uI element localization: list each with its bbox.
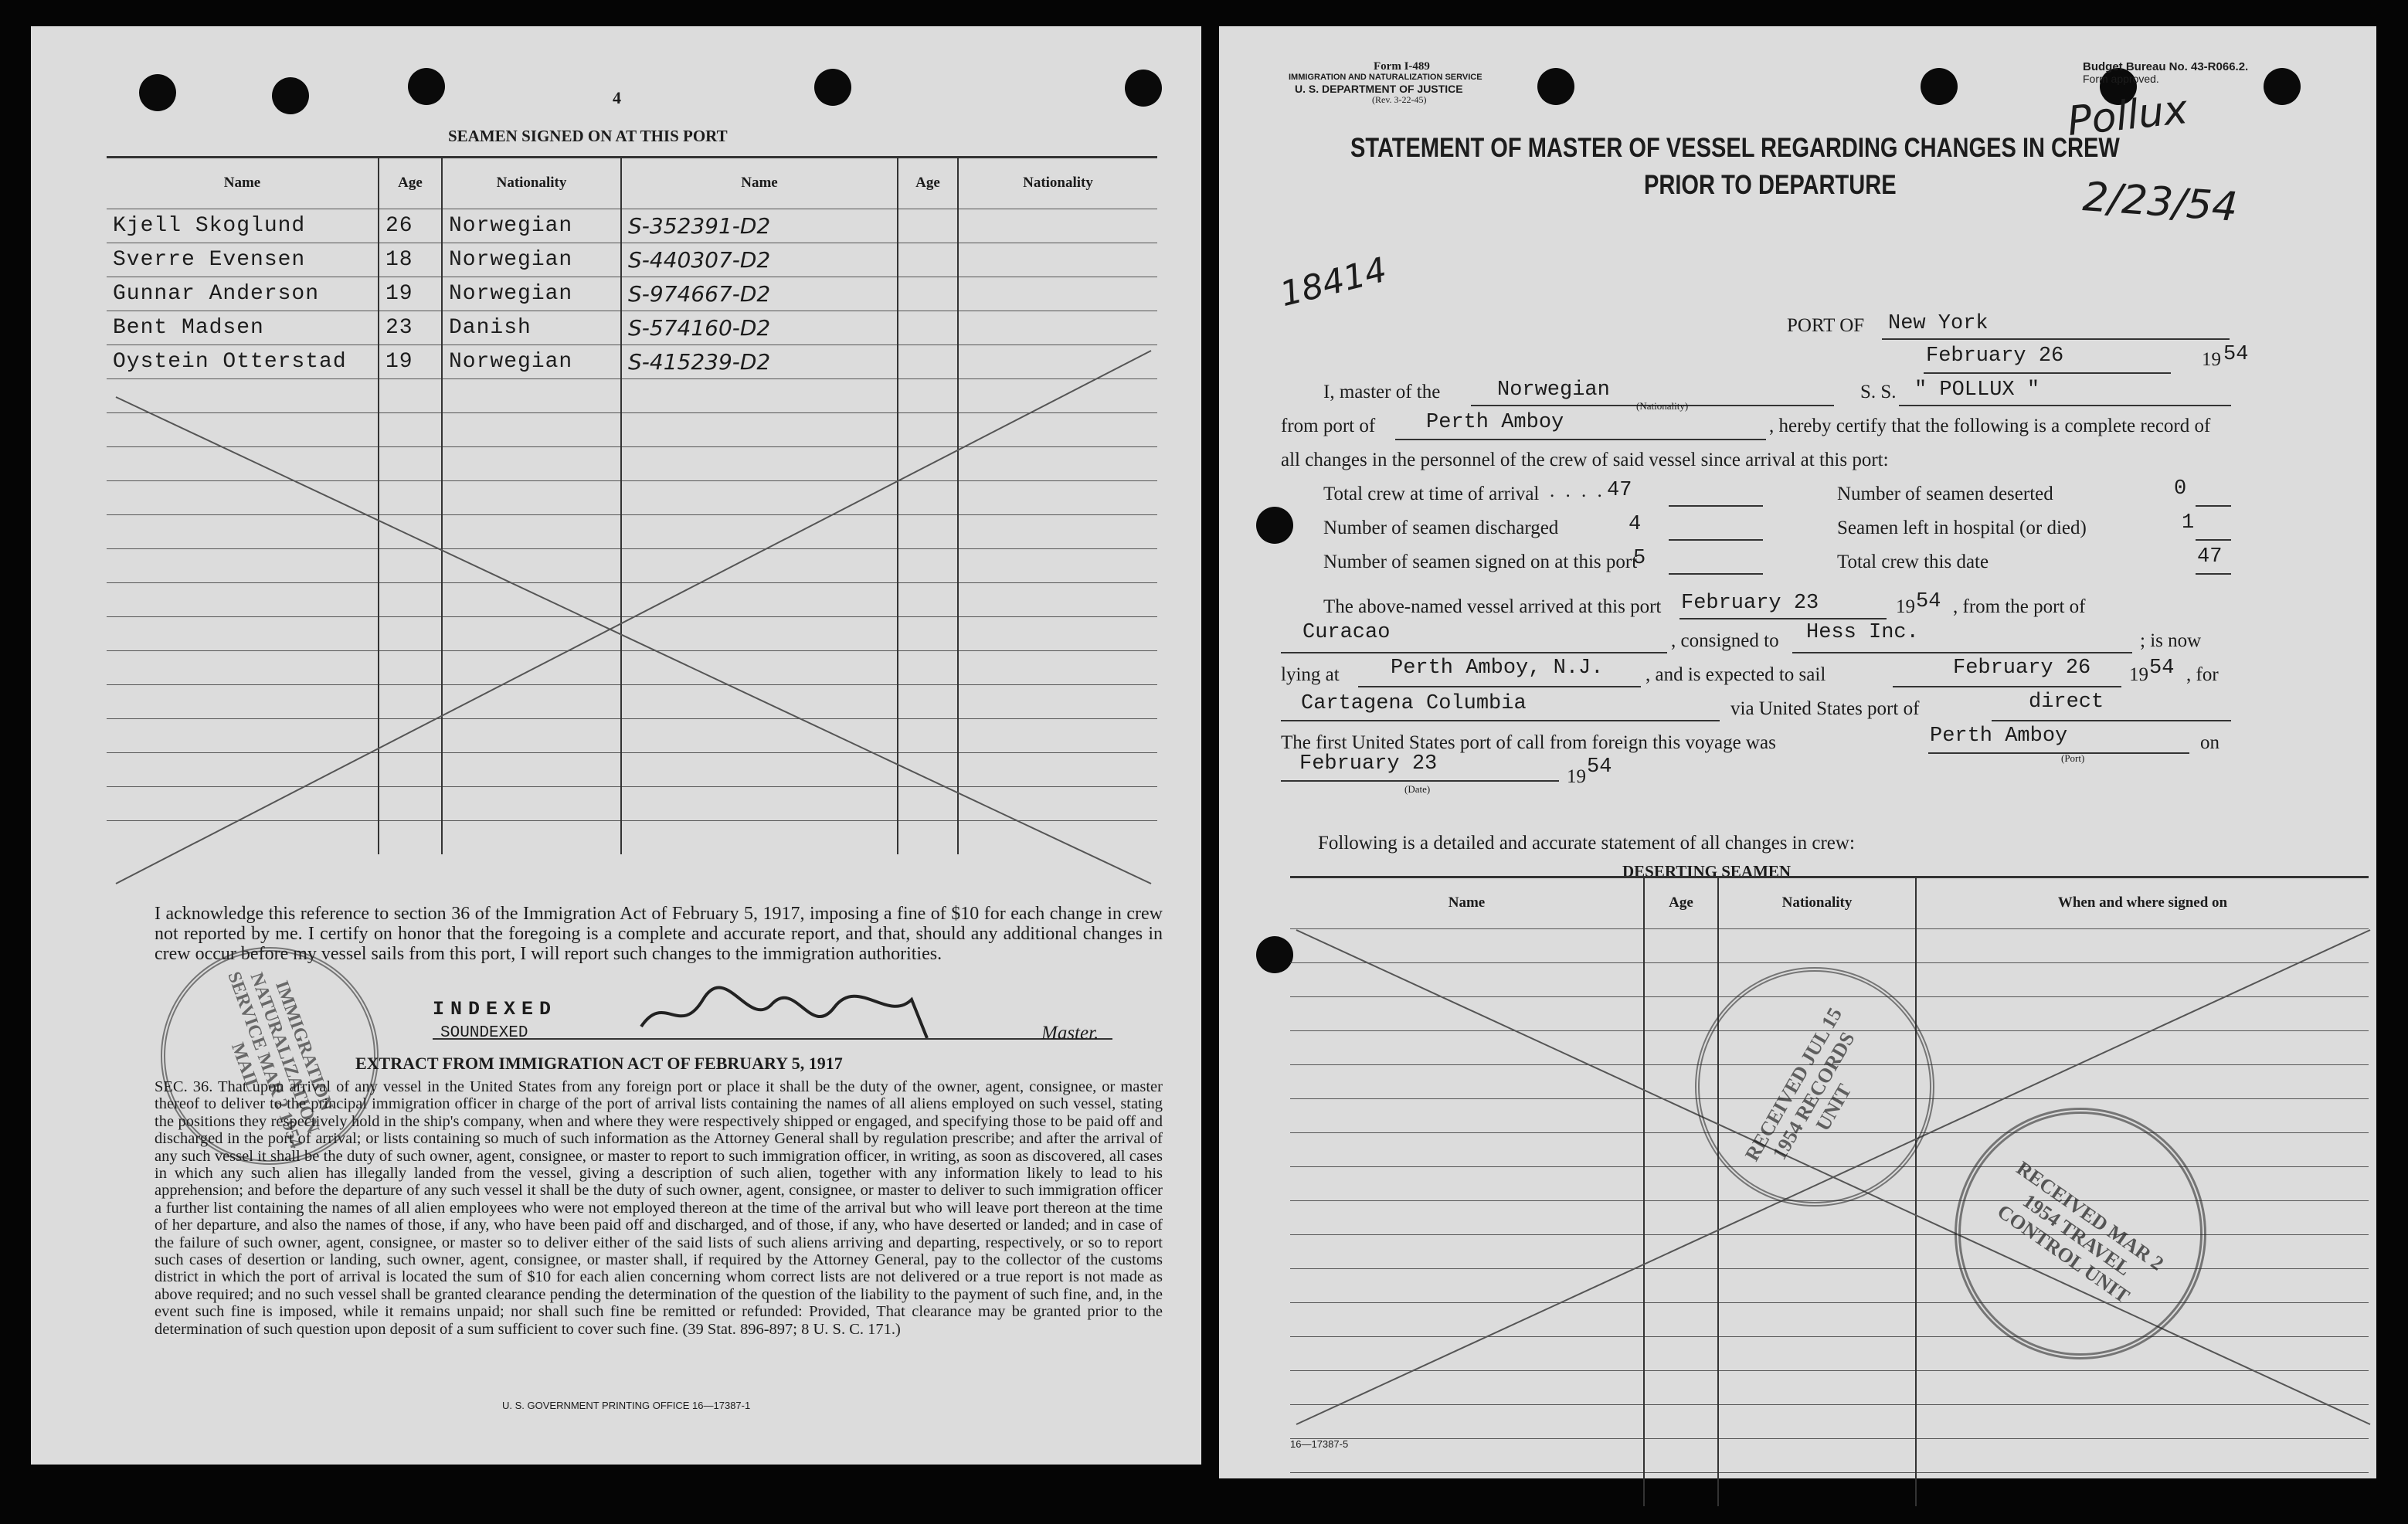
- signed-on-label: Number of seamen signed on at this port: [1323, 552, 1638, 572]
- master-signature: [633, 984, 958, 1046]
- seaman-age: 19: [379, 277, 442, 311]
- acknowledgement-text: I acknowledge this reference to section 36 of the Immigration Act of February 5, 1917, imposing a fine of $10 for each change in crew not reported by me. I certify on honor that the foregoing is a complete and accurate report, and that, should any additional changes in crew occur before my vessel sails from this port, I will report such changes to the immigration authorities.: [155, 904, 1163, 964]
- total-crew-arrival-label: Total crew at time of arrival: [1323, 484, 1540, 504]
- col-header-age: Age: [1644, 877, 1718, 929]
- arrived-year: 54: [1916, 590, 1941, 613]
- certify-text: , hereby certify that the following is a complete record of: [1769, 416, 2211, 436]
- punch-hole: [1256, 936, 1293, 973]
- lying-at: Perth Amboy, N.J.: [1391, 657, 1604, 680]
- hospital-label: Seamen left in hospital (or died): [1837, 518, 2087, 538]
- punch-hole: [814, 69, 851, 106]
- arrived-prefix: The above-named vessel arrived at this port: [1323, 596, 1662, 617]
- date-caption: (Date): [1404, 783, 1431, 795]
- extract-text: SEC. 36. That upon arrival of any vessel in the United States from any foreign port or place it shall be the duty of the owner, agent, consignee, or master thereof to deliver to the principal immigration officer in charge of the port of arrival lists containing the names of all aliens employed on such vessel, stating the positions they respectively hold in the ship's company, when and where they were respectively shipped or engaged, and specifying those to be paid off and discharged in the port of arrival; or lists containing so much of such information as the Attorney General shall by regulation prescribe; and after the arrival of any such vessel it shall be the duty of such owner, agent, consignee, or master to report to such immigration officer, in writing, as soon as discovered, all cases in which any such alien has illegally landed from the vessel, giving a description of such alien, together with any information likely to lead to his apprehension; and before the departure of any such vessel it shall be the duty of such owner, agent, consignee, or master to deliver to such immigration officer a further list containing the names of all alien employees who were not employed thereon at the time of the arrival but who will leave port thereon at the time of her departure, and also the names of those, if any, who have been paid off and discharged, and of those, if any, who have deserted or landed; and in case of the failure of such owner, agent, consignee, or master so to deliver either of the said lists of such aliens arriving and departing, respectively, or so to report such cases of desertion or landing, such owner, agent, consignee, or master shall, if required by the Attorney General, pay to the collector of the customs district in which the port of arrival is located the sum of $10 for each alien concerning whom correct lists are not delivered or a true report is not made as above required; and no such vessel shall be granted clearance pending the determination of the question of the liability to the payment of such fine, and, in the event such fine is imposed, while it remains unpaid; nor shall such fine be remitted or refunded: Provided, That clearance may be granted prior to the determination of such question upon deposit of a sum sufficient to cover such fine. (39 Stat. 896-897; 8 U. S. C. 171.): [155, 1078, 1163, 1338]
- seaman-nationality: Norwegian: [442, 345, 621, 379]
- table-row: [1290, 1473, 2369, 1507]
- seaman-registration: S-440307-D2: [621, 243, 898, 277]
- from-port-of: , from the port of: [1953, 596, 2086, 617]
- on-label: on: [2200, 732, 2220, 753]
- year-prefix: 19: [2202, 349, 2221, 370]
- section-heading: SEAMEN SIGNED ON AT THIS PORT: [448, 127, 728, 145]
- punch-hole: [1537, 68, 1574, 105]
- seaman-nationality: Norwegian: [442, 243, 621, 277]
- nationality-value: Norwegian: [1497, 378, 1610, 402]
- col-header-nationality: Nationality: [442, 158, 621, 209]
- printer-imprint: U. S. GOVERNMENT PRINTING OFFICE 16—17387-1: [502, 1400, 751, 1411]
- first-port-label: The first United States port of call from foreign this voyage was: [1281, 732, 1776, 753]
- table-row: [107, 277, 1157, 311]
- indexed-stamp: INDEXED: [433, 998, 558, 1020]
- seaman-age: 19: [379, 345, 442, 379]
- first-year: 54: [1587, 755, 1612, 779]
- seaman-nationality: Norwegian: [442, 277, 621, 311]
- port-caption: (Port): [2061, 752, 2085, 764]
- seaman-age: 26: [379, 209, 442, 243]
- received-stamp-travel-text: RECEIVED MAR 2 1954 TRAVEL CONTROL UNIT: [1993, 1156, 2169, 1308]
- punch-hole: [139, 74, 176, 111]
- arrived-date: February 23: [1681, 592, 1819, 615]
- expected-label: , and is expected to sail: [1646, 664, 1826, 685]
- arrived-year-prefix: 19: [1896, 596, 1915, 617]
- deserting-heading: DESERTING SEAMEN: [1622, 862, 1792, 881]
- via-port: direct: [2029, 691, 2104, 714]
- page-number: 4: [613, 88, 621, 107]
- port-value: New York: [1888, 312, 1989, 335]
- seaman-name: Oystein Otterstad: [107, 345, 379, 379]
- seaman-registration: S-352391-D2: [621, 209, 898, 243]
- deserted-label: Number of seamen deserted: [1837, 484, 2053, 504]
- hospital-value: 1: [2182, 511, 2195, 535]
- punch-hole: [1125, 70, 1162, 107]
- signed-on-value: 5: [1633, 547, 1646, 570]
- discharged-label: Number of seamen discharged: [1323, 518, 1559, 538]
- cross-out-mark: [100, 343, 1167, 899]
- left-page: [31, 26, 1201, 1465]
- seaman-name: Gunnar Anderson: [107, 277, 379, 311]
- form-approval: Form approved.: [2083, 73, 2159, 85]
- printer-imprint: 16—17387-5: [1290, 1438, 1349, 1450]
- punch-hole: [1921, 68, 1958, 105]
- seaman-registration: S-415239-D2: [621, 345, 898, 379]
- budget-number: Budget Bureau No. 43-R066.2.: [2083, 60, 2249, 73]
- sail-year-prefix: 19: [2129, 664, 2148, 685]
- punch-hole: [1256, 507, 1293, 544]
- lying-label: lying at: [1281, 664, 1340, 685]
- form-title: STATEMENT OF MASTER OF VESSEL REGARDING CHANGES IN CREW: [1350, 133, 2120, 163]
- consigned-label: , consigned to: [1671, 630, 1779, 651]
- deserted-value: 0: [2174, 477, 2187, 501]
- table-row: [1290, 1439, 2369, 1473]
- for-label: , for: [2186, 664, 2219, 685]
- table-row: [107, 243, 1157, 277]
- col-header-nationality-2: Nationality: [1023, 175, 1093, 191]
- seaman-registration: S-574160-D2: [621, 311, 898, 345]
- col-header-age-2: Age: [898, 158, 958, 209]
- handwritten-vessel-note: Pollux: [2065, 87, 2190, 145]
- total-crew-date-label: Total crew this date: [1837, 552, 1989, 572]
- seaman-age: 18: [379, 243, 442, 277]
- date-value: February 26: [1926, 345, 2064, 368]
- received-stamp-records-text: RECEIVED JUL 15 1954 RECORDS UNIT: [1741, 1003, 1859, 1165]
- sail-date: February 26: [1953, 657, 2091, 680]
- col-header-name: Name: [1290, 877, 1644, 929]
- table-row: [107, 209, 1157, 243]
- soundexed-stamp: SOUNDEXED: [440, 1024, 528, 1042]
- department-name: U. S. DEPARTMENT OF JUSTICE: [1295, 83, 1463, 95]
- first-port: Perth Amboy: [1930, 725, 2068, 748]
- from-port-label: from port of: [1281, 416, 1376, 436]
- discharged-value: 4: [1629, 513, 1642, 536]
- nationality-caption: (Nationality): [1636, 400, 1689, 412]
- destination: Cartagena Columbia: [1301, 692, 1527, 715]
- is-now: ; is now: [2140, 630, 2202, 651]
- total-crew-date-value: 47: [2197, 545, 2223, 569]
- punch-hole: [2264, 68, 2301, 105]
- consignee: Hess Inc.: [1806, 621, 1919, 644]
- right-page: Form I-489 IMMIGRATION AND NATURALIZATION SERVICE U. S. DEPARTMENT OF JUSTICE (Rev. 3-22-45) Budget Bureau No. 43-R066.2. Form approved. Pollux 2/23/54 18414 STATEMENT OF MASTER OF VESSEL REGARDING CHANGES IN CREW PRIOR TO DEPARTURE PORT OF New York February 26 19 54 I, master of the Norwegian (Nationality) S. S. " POLLUX " from port of Perth Amboy , hereby certify that the following is a complete record of all changes in the personnel of the crew of said vessel since arrival at this port: Total crew at time of arrival . . . . 47 Number of seamen deserted 0 Number of seamen discharged 4 Seamen left in hospital (or died) 1 Number of seamen signed on at this port 5 Total crew this date 47 The above-named vessel arrived at this port February 23 19 54 , from the port of Curacao , consigned to Hess Inc. ; is now lying at Perth Amboy, N.J. , and is expected to sail February 26 19 54 , for Cartagena Columbia via United States port of direct The first United States port of call from foreign this voyage was Perth Amboy (Port) on February 23 (Date) 19 54 Following is a detailed and accurate statement of all changes in crew: DESERTING SEAMEN Name Age Nationality When and where signed on RECEIVED JUL 15 1954 RECORDS UNIT RECEIVED MAR 2 1954 TRAVEL CONTROL UNIT 16—17387-5: [1219, 26, 2376, 1478]
- col-header-age: Age: [379, 158, 442, 209]
- extract-title: EXTRACT FROM IMMIGRATION ACT OF FEBRUARY 5, 1917: [355, 1054, 843, 1073]
- year-suffix: 54: [2223, 343, 2249, 366]
- col-header-nationality: Nationality: [1718, 877, 1916, 929]
- origin-port: Curacao: [1302, 621, 1391, 644]
- seaman-name: Bent Madsen: [107, 311, 379, 345]
- col-header-name: Name: [107, 158, 379, 209]
- col-header-name-2: Name: [621, 158, 898, 209]
- via-label: via United States port of: [1730, 698, 1920, 719]
- first-date: February 23: [1299, 752, 1438, 776]
- ss-label: S. S.: [1860, 382, 1897, 402]
- all-changes-text: all changes in the personnel of the crew of said vessel since arrival at this port:: [1281, 450, 1889, 470]
- handwritten-file-number: 18414: [1275, 249, 1391, 315]
- form-subtitle: PRIOR TO DEPARTURE: [1644, 170, 1897, 200]
- seaman-name: Kjell Skoglund: [107, 209, 379, 243]
- form-id: Form I-489: [1374, 60, 1430, 73]
- master-prefix: I, master of the: [1323, 382, 1441, 402]
- from-port-value: Perth Amboy: [1426, 411, 1564, 434]
- punch-hole: [272, 77, 309, 114]
- port-label: PORT OF: [1787, 315, 1865, 336]
- col-header-signed-on: When and where signed on: [2057, 894, 2228, 911]
- first-year-prefix: 19: [1567, 766, 1586, 787]
- form-revision: (Rev. 3-22-45): [1372, 94, 1427, 105]
- sail-year: 54: [2149, 657, 2175, 680]
- seaman-nationality: Danish: [442, 311, 621, 345]
- following-text: Following is a detailed and accurate statement of all changes in crew:: [1318, 833, 1855, 854]
- master-label: Master.: [1041, 1023, 1099, 1044]
- table-row: [107, 311, 1157, 345]
- mail-stamp-text: IMMIGRATION NATURALIZATION SERVICE MAR 2 1954 MAIL: [223, 969, 337, 1152]
- handwritten-date-note: 2/23/54: [2081, 174, 2240, 231]
- seaman-registration: S-974667-D2: [621, 277, 898, 311]
- punch-hole: [408, 68, 445, 105]
- seaman-age: 23: [379, 311, 442, 345]
- seaman-name: Sverre Evensen: [107, 243, 379, 277]
- seaman-nationality: Norwegian: [442, 209, 621, 243]
- total-crew-arrival-value: 47: [1607, 479, 1632, 502]
- vessel-name: " POLLUX ": [1914, 378, 2040, 402]
- master-signature-line: [433, 1038, 1112, 1040]
- agency-name: IMMIGRATION AND NATURALIZATION SERVICE: [1289, 73, 1482, 82]
